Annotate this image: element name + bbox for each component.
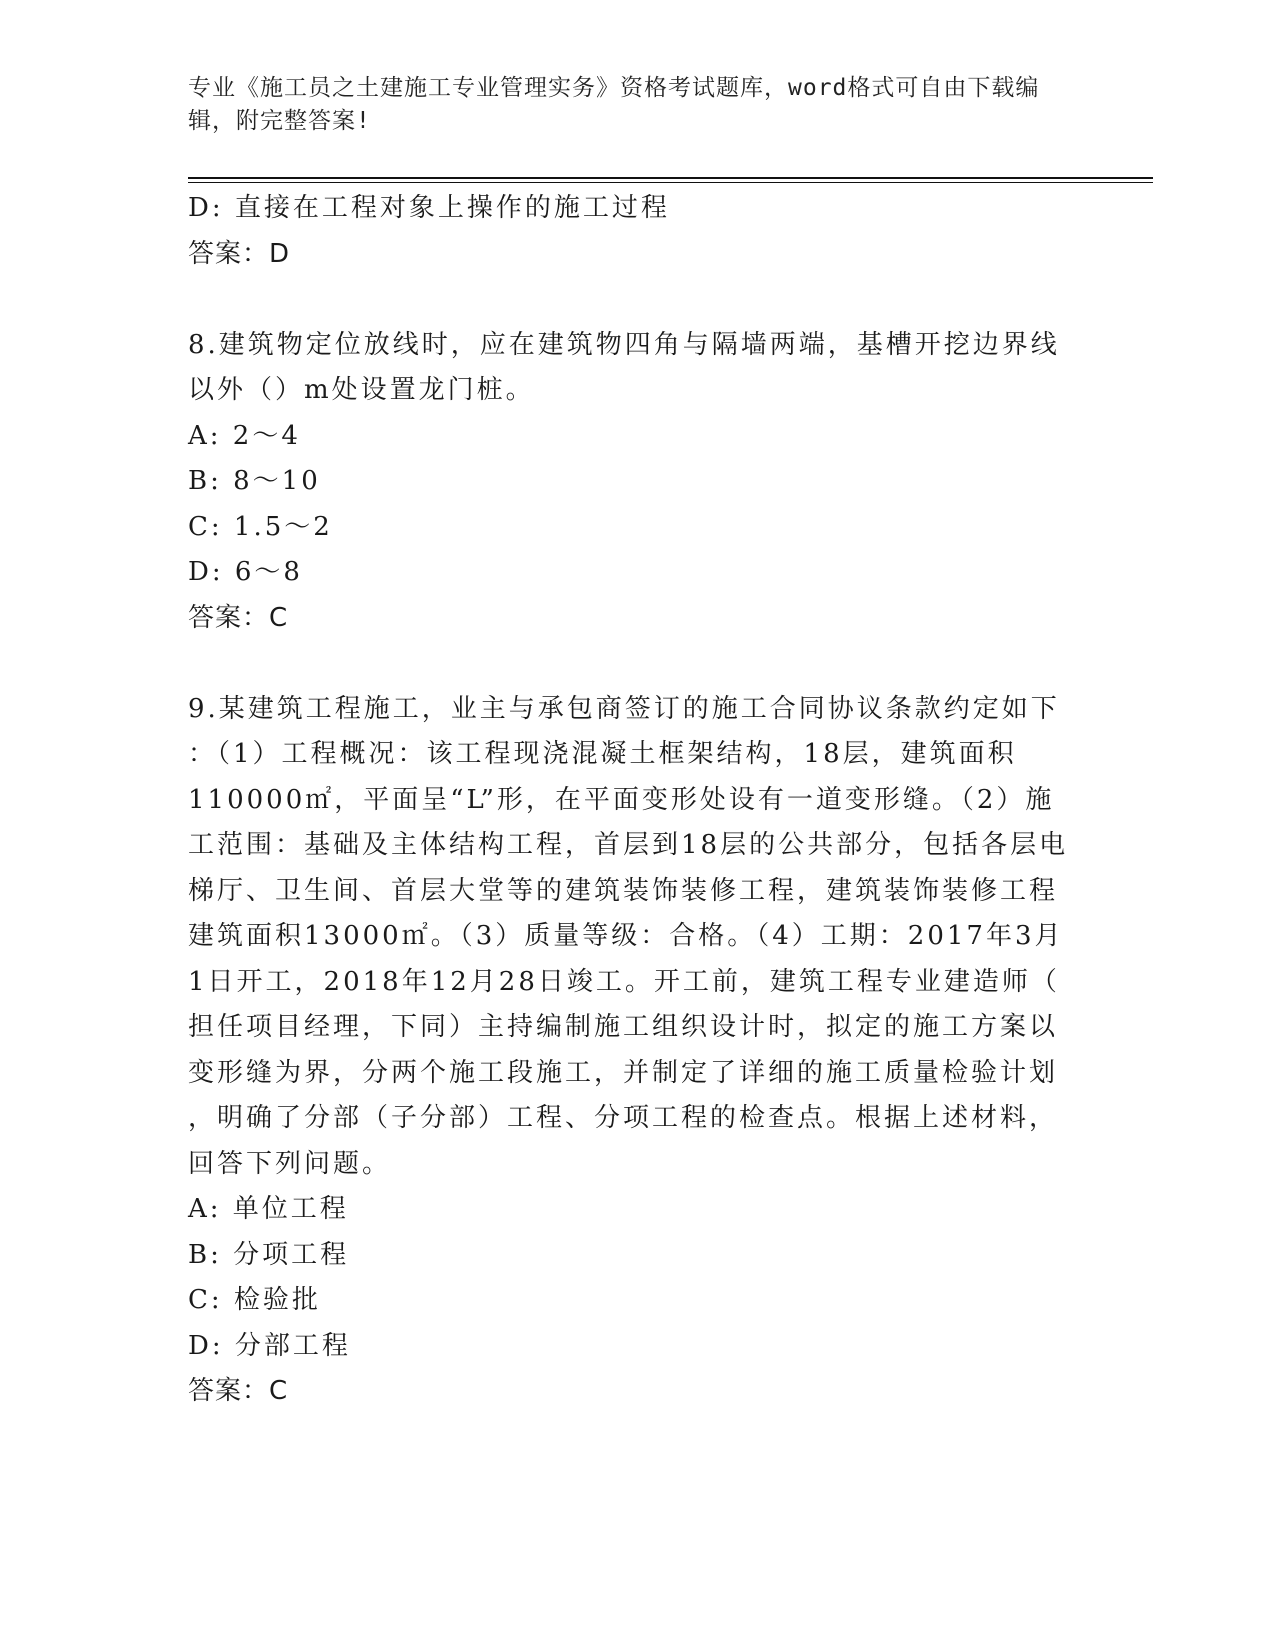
question-9-line: ，明确了分部（子分部）工程、分项工程的检查点。根据上述材料， (188, 1103, 1059, 1133)
question-9-line: 变形缝为界，分两个施工段施工，并制定了详细的施工质量检验计划 (188, 1057, 1059, 1088)
question-8-option-b: B: 8～10 (188, 466, 321, 496)
question-8-option-a: A: 2～4 (188, 420, 301, 451)
question-8-option-c: C: 1.5～2 (188, 511, 333, 542)
header-line-2: 辑，附完整答案! (188, 108, 371, 134)
question-9-line: 工范围：基础及主体结构工程，首层到18层的公共部分，包括各层电 (188, 830, 1069, 860)
question-8-option-d: D: 6～8 (188, 557, 303, 587)
prev-option-d: D: 直接在工程对象上操作的施工过程 (188, 193, 670, 223)
spacer (188, 641, 1088, 687)
question-9-option-b: B: 分项工程 (188, 1239, 350, 1270)
question-9-line: 建筑面积13000㎡。（3）质量等级：合格。（4）工期：2017年3月 (188, 921, 1064, 951)
question-9-line: 担任项目经理，下同）主持编制施工组织设计时，拟定的施工方案以 (188, 1012, 1059, 1042)
question-9-line: 梯厅、卫生间、首层大堂等的建筑装饰装修工程，建筑装饰装修工程 (188, 875, 1059, 906)
document-body (188, 186, 1088, 1415)
question-8 (188, 323, 1088, 642)
question-9 (188, 687, 1088, 1415)
header-line-1: 专业《施工员之土建施工专业管理实务》资格考试题库，word格式可自由下载编 (188, 75, 1040, 101)
header-rule-thin (188, 182, 1153, 183)
question-8-answer: 答案：C (188, 602, 289, 633)
question-8-line: 8.建筑物定位放线时，应在建筑物四角与隔墙两端，基槽开挖边界线 (188, 329, 1060, 360)
question-9-option-c: C: 检验批 (188, 1285, 321, 1315)
question-8-line: 以外（）m处设置龙门桩。 (188, 375, 535, 405)
header-rule-thick (188, 177, 1153, 179)
question-9-line: 110000㎡，平面呈“L”形，在平面变形处设有一道变形缝。（2）施 (188, 784, 1055, 815)
document-header (188, 72, 1088, 138)
question-9-option-a: A: 单位工程 (188, 1194, 349, 1224)
question-9-answer: 答案：C (188, 1376, 289, 1406)
question-9-line: 1日开工，2018年12月28日竣工。开工前，建筑工程专业建造师（ (188, 966, 1060, 997)
question-9-option-d: D: 分部工程 (188, 1330, 351, 1361)
question-9-line: ：（1）工程概况：该工程现浇混凝土框架结构，18层，建筑面积 (188, 739, 1017, 769)
spacer (188, 277, 1088, 323)
question-9-line: 9.某建筑工程施工，业主与承包商签订的施工合同协议条款约定如下 (188, 693, 1060, 724)
prev-answer: 答案：D (188, 238, 291, 269)
question-9-line: 回答下列问题。 (188, 1148, 392, 1179)
